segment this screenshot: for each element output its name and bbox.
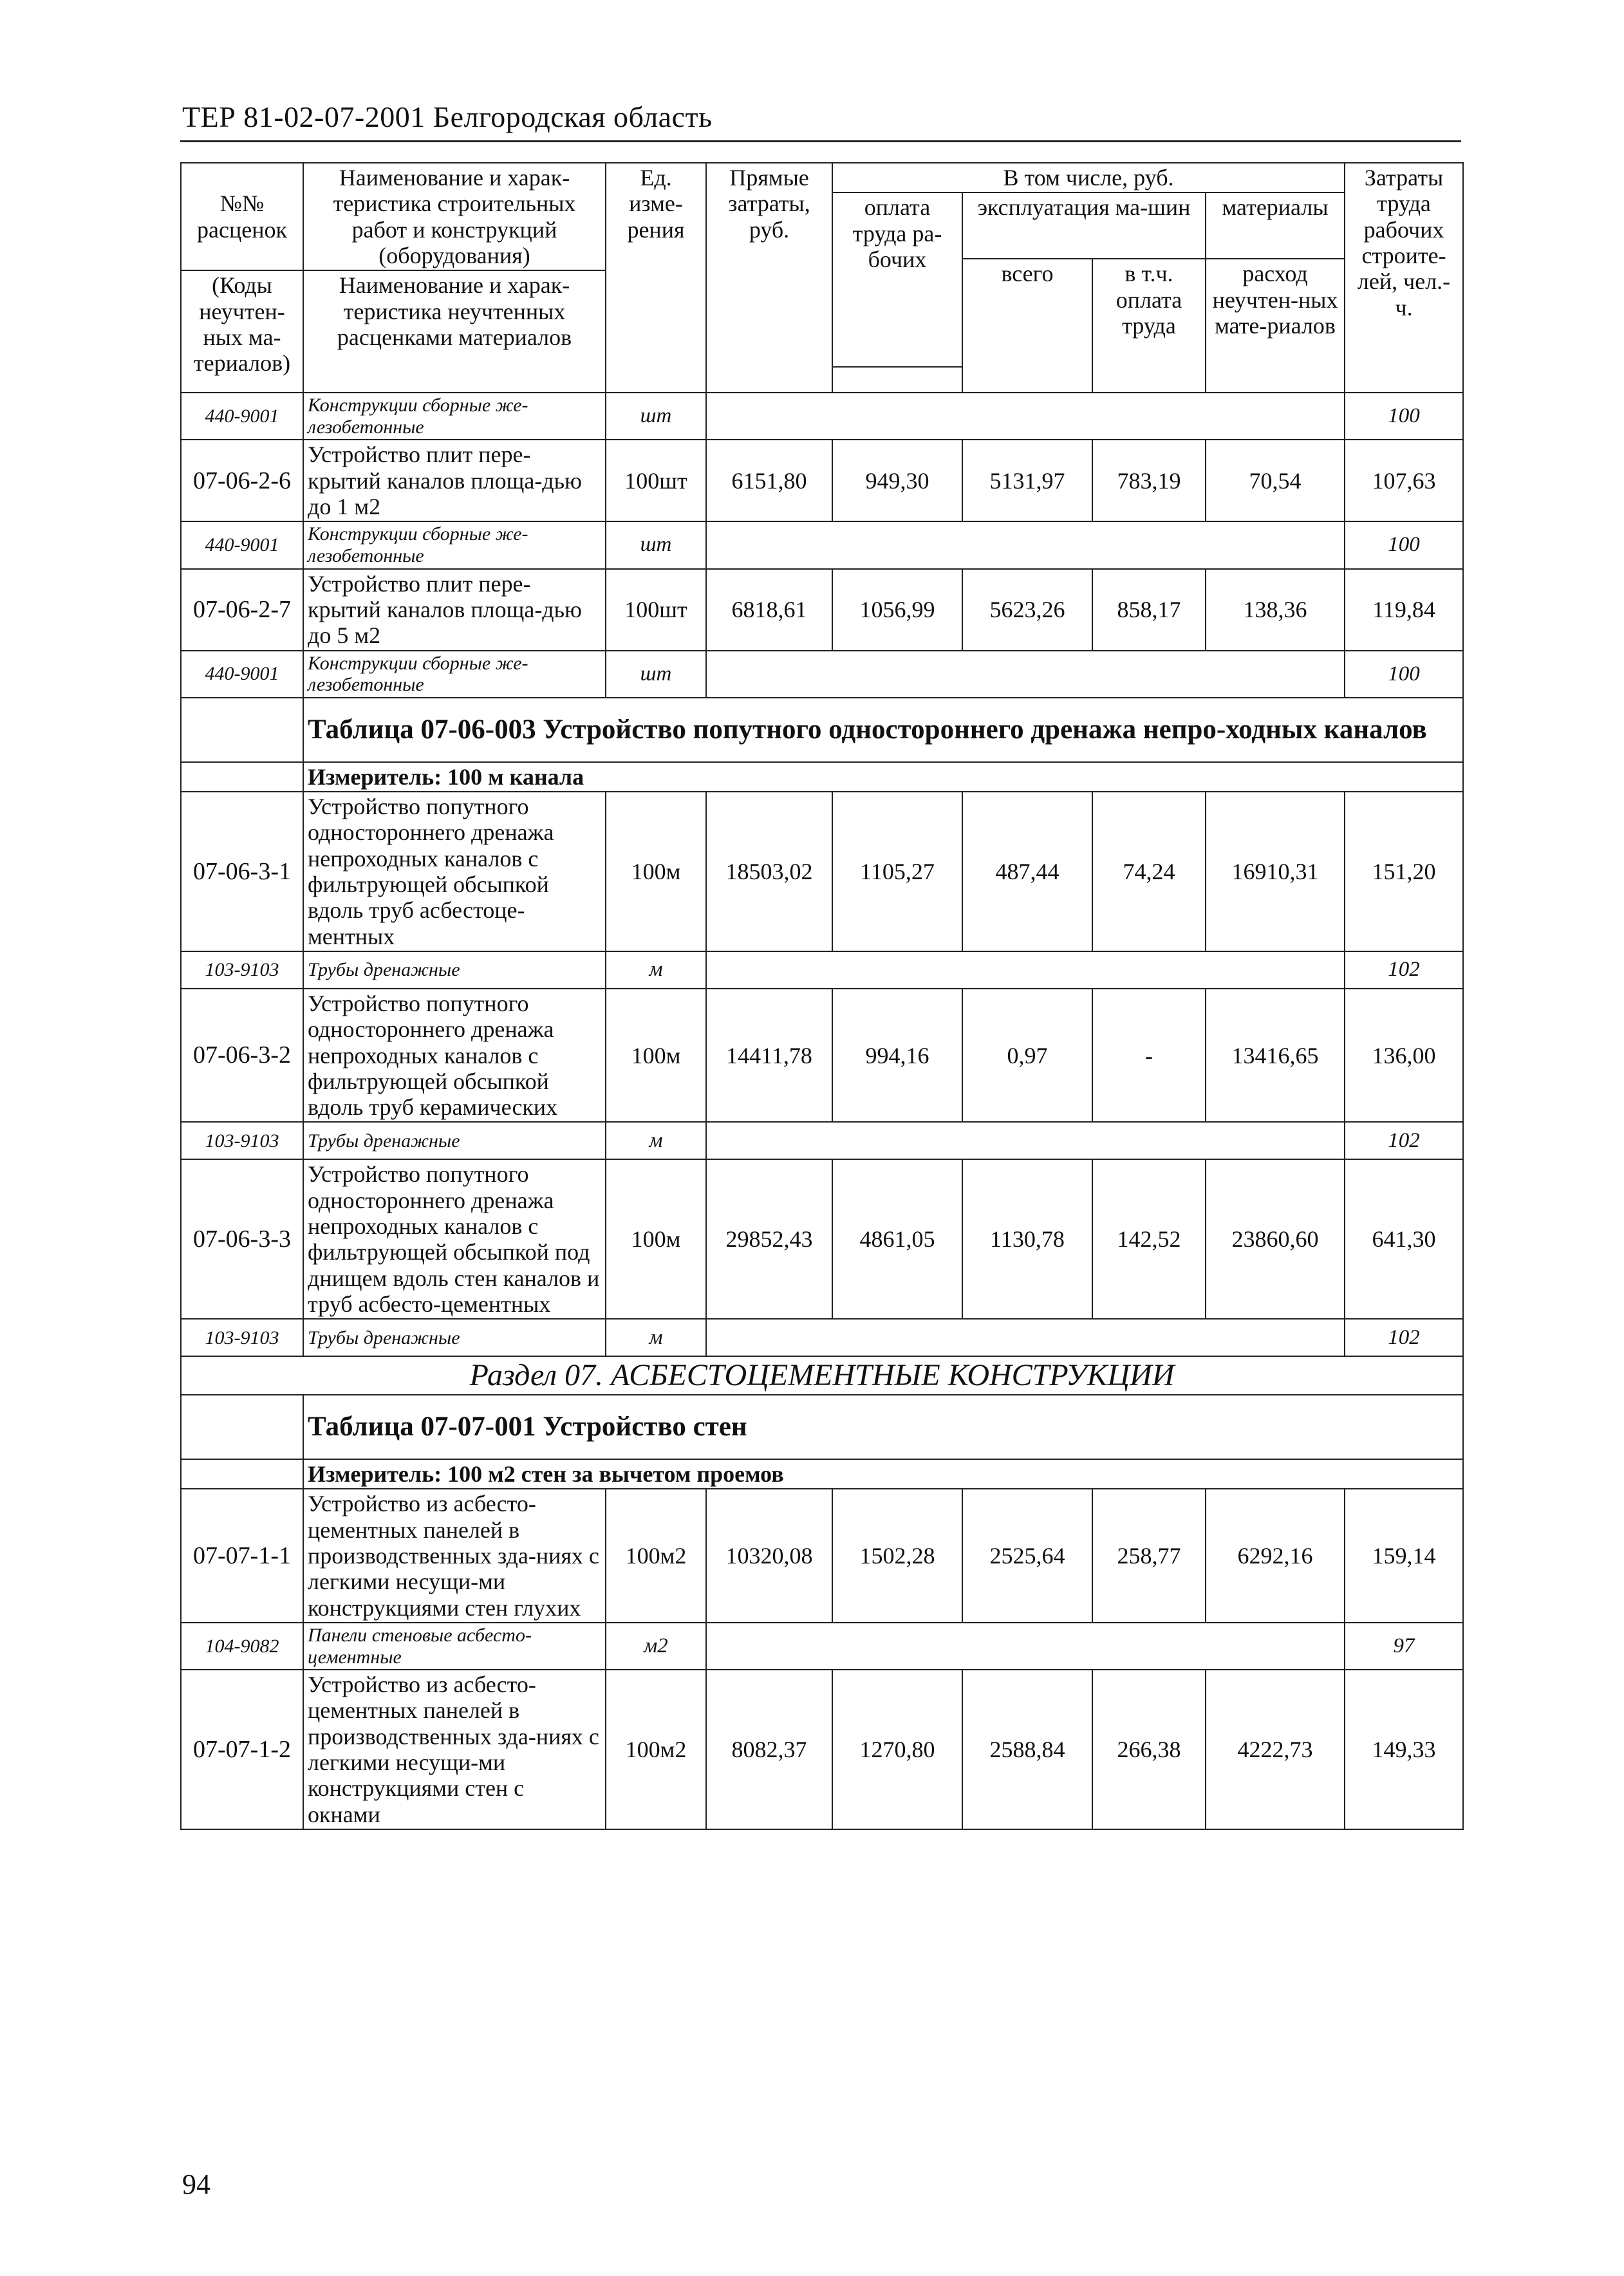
measure-unit: Измеритель: 100 м канала (303, 762, 1463, 792)
material-qty: 100 (1345, 393, 1463, 440)
empty-cell (181, 1459, 303, 1489)
material-code: 104-9082 (181, 1623, 303, 1670)
empty-cell (181, 1395, 303, 1459)
unit: 100м2 (606, 1670, 706, 1829)
col-incl-header: В том числе, руб. (832, 163, 1345, 192)
empty-cell (706, 651, 1345, 698)
labor-hours: 119,84 (1345, 569, 1463, 651)
direct-cost: 10320,08 (706, 1489, 832, 1623)
materials: 138,36 (1206, 569, 1345, 651)
labor-pay: 1502,28 (832, 1489, 962, 1623)
direct-cost: 8082,37 (706, 1670, 832, 1829)
work-row (181, 792, 1463, 951)
work-name: Устройство попутного одностороннего дренажа непроходных каналов с фильтрующей обсыпкой вдоль труб керамических (303, 989, 606, 1123)
rate-code: 07-07-1-1 (181, 1489, 303, 1623)
unit: 100м (606, 1159, 706, 1319)
col-materials-header: материалы (1206, 192, 1345, 259)
labor-hours: 151,20 (1345, 792, 1463, 951)
unit: 100м2 (606, 1489, 706, 1623)
labor-hours: 107,63 (1345, 440, 1463, 521)
material-unit: шт (606, 521, 706, 568)
material-qty: 100 (1345, 651, 1463, 698)
work-name: Устройство плит пере-крытий каналов площа-дью до 5 м2 (303, 569, 606, 651)
col-direct-header: Прямые затраты, руб. (706, 163, 832, 393)
material-name: Трубы дренажные (303, 1122, 606, 1159)
material-qty: 102 (1345, 1122, 1463, 1159)
empty-cell (181, 698, 303, 762)
col-code-header: №№ расценок (181, 163, 303, 270)
labor-pay: 1105,27 (832, 792, 962, 951)
work-row (181, 440, 1463, 521)
material-unit: м (606, 1319, 706, 1356)
material-qty: 102 (1345, 1319, 1463, 1356)
col-machines-header: эксплуатация ма-шин (962, 192, 1206, 259)
machines-labor: 74,24 (1092, 792, 1206, 951)
materials: 6292,16 (1206, 1489, 1345, 1623)
col-hours-header: Затраты труда рабочих строите-лей, чел.-ч. (1345, 163, 1463, 393)
material-name: Конструкции сборные же-лезобетонные (303, 521, 606, 568)
labor-hours: 159,14 (1345, 1489, 1463, 1623)
table-title: Таблица 07-07-001 Устройство стен (303, 1395, 1463, 1459)
machines-labor: - (1092, 989, 1206, 1123)
machines-total: 1130,78 (962, 1159, 1092, 1319)
col-name-header: Наименование и харак-теристика строительных работ и конструкций (оборудования) (303, 163, 606, 270)
measure-unit: Измеритель: 100 м2 стен за вычетом проемов (303, 1459, 1463, 1489)
title-row (181, 698, 1463, 762)
empty-cell (706, 1319, 1345, 1356)
empty-cell (706, 951, 1345, 989)
material-unit: шт (606, 651, 706, 698)
empty-cell (706, 1623, 1345, 1670)
unit: 100шт (606, 569, 706, 651)
work-name: Устройство из асбесто-цементных панелей в производственных зда-ниях с легкими несущи-ми конструкциями стен глухих (303, 1489, 606, 1623)
material-unit: м (606, 951, 706, 989)
work-name: Устройство из асбесто-цементных панелей в производственных зда-ниях с легкими несущи-ми конструкциями стен с окнами (303, 1670, 606, 1829)
material-name: Трубы дренажные (303, 1319, 606, 1356)
direct-cost: 6151,80 (706, 440, 832, 521)
header-rule (180, 140, 1461, 142)
section-title: Раздел 07. АСБЕСТОЦЕМЕНТНЫЕ КОНСТРУКЦИИ (181, 1356, 1463, 1395)
materials: 23860,60 (1206, 1159, 1345, 1319)
rate-code: 07-06-3-2 (181, 989, 303, 1123)
col-labor-header: оплата труда ра-бочих (832, 192, 962, 367)
material-code: 103-9103 (181, 951, 303, 989)
col-unit-header: Ед. изме-рения (606, 163, 706, 393)
rate-code: 07-07-1-2 (181, 1670, 303, 1829)
materials: 4222,73 (1206, 1670, 1345, 1829)
material-row (181, 1623, 1463, 1670)
rates-table (180, 162, 1464, 1830)
empty-cell (181, 762, 303, 792)
material-row (181, 951, 1463, 989)
rate-code: 07-06-2-7 (181, 569, 303, 651)
machines-total: 487,44 (962, 792, 1092, 951)
machines-total: 0,97 (962, 989, 1092, 1123)
machines-labor: 858,17 (1092, 569, 1206, 651)
material-name: Конструкции сборные же-лезобетонные (303, 393, 606, 440)
labor-pay: 1270,80 (832, 1670, 962, 1829)
material-code: 103-9103 (181, 1319, 303, 1356)
work-row (181, 1670, 1463, 1829)
material-code: 440-9001 (181, 651, 303, 698)
material-unit: м2 (606, 1623, 706, 1670)
material-qty: 97 (1345, 1623, 1463, 1670)
material-qty: 100 (1345, 521, 1463, 568)
material-code: 103-9103 (181, 1122, 303, 1159)
labor-hours: 136,00 (1345, 989, 1463, 1123)
direct-cost: 18503,02 (706, 792, 832, 951)
work-row (181, 1159, 1463, 1319)
labor-hours: 641,30 (1345, 1159, 1463, 1319)
machines-labor: 783,19 (1092, 440, 1206, 521)
direct-cost: 14411,78 (706, 989, 832, 1123)
empty-cell (706, 393, 1345, 440)
col-mat-unacc-header: расход неучтен-ных мате-риалов (1206, 259, 1345, 393)
work-name: Устройство попутного одностороннего дренажа непроходных каналов с фильтрующей обсыпкой вдоль труб асбестоце-ментных (303, 792, 606, 951)
work-name: Устройство плит пере-крытий каналов площа-дью до 1 м2 (303, 440, 606, 521)
unit: 100м (606, 989, 706, 1123)
col-mach-labor-header: в т.ч. оплата труда (1092, 259, 1206, 393)
direct-cost: 29852,43 (706, 1159, 832, 1319)
material-row (181, 393, 1463, 440)
work-row (181, 569, 1463, 651)
machines-labor: 258,77 (1092, 1489, 1206, 1623)
material-name: Трубы дренажные (303, 951, 606, 989)
labor-pay: 4861,05 (832, 1159, 962, 1319)
title-row (181, 1395, 1463, 1459)
measure-row (181, 1459, 1463, 1489)
material-name: Конструкции сборные же-лезобетонные (303, 651, 606, 698)
rate-code: 07-06-2-6 (181, 440, 303, 521)
material-unit: шт (606, 393, 706, 440)
measure-row (181, 762, 1463, 792)
empty-cell (706, 521, 1345, 568)
machines-total: 2588,84 (962, 1670, 1092, 1829)
page-number: 94 (182, 2169, 210, 2200)
material-row (181, 521, 1463, 568)
material-code: 440-9001 (181, 521, 303, 568)
machines-labor: 142,52 (1092, 1159, 1206, 1319)
work-row (181, 989, 1463, 1123)
unit: 100шт (606, 440, 706, 521)
labor-pay: 994,16 (832, 989, 962, 1123)
material-row (181, 1122, 1463, 1159)
material-unit: м (606, 1122, 706, 1159)
machines-total: 5131,97 (962, 440, 1092, 521)
labor-pay: 1056,99 (832, 569, 962, 651)
material-row (181, 1319, 1463, 1356)
material-name: Панели стеновые асбесто-цементные (303, 1623, 606, 1670)
unit: 100м (606, 792, 706, 951)
section-row (181, 1356, 1463, 1395)
col-name-sub-header: Наименование и харак-теристика неучтенных расценками материалов (303, 270, 606, 393)
material-code: 440-9001 (181, 393, 303, 440)
machines-total: 5623,26 (962, 569, 1092, 651)
table-title: Таблица 07-06-003 Устройство попутного одностороннего дренажа непро-ходных каналов (303, 698, 1463, 762)
rate-code: 07-06-3-3 (181, 1159, 303, 1319)
materials: 13416,65 (1206, 989, 1345, 1123)
col-code-sub-header: (Коды неучтен-ных ма-териалов) (181, 270, 303, 393)
materials: 16910,31 (1206, 792, 1345, 951)
direct-cost: 6818,61 (706, 569, 832, 651)
machines-labor: 266,38 (1092, 1670, 1206, 1829)
work-name: Устройство попутного одностороннего дренажа непроходных каналов с фильтрующей обсыпкой под днищем вдоль стен каналов и труб асбесто-цементных (303, 1159, 606, 1319)
empty-cell (706, 1122, 1345, 1159)
col-mach-total-header: всего (962, 259, 1092, 393)
machines-total: 2525,64 (962, 1489, 1092, 1623)
labor-hours: 149,33 (1345, 1670, 1463, 1829)
work-row (181, 1489, 1463, 1623)
material-qty: 102 (1345, 951, 1463, 989)
material-row (181, 651, 1463, 698)
page-header: ТЕР 81-02-07-2001 Белгородская область (182, 100, 713, 133)
labor-pay: 949,30 (832, 440, 962, 521)
rate-code: 07-06-3-1 (181, 792, 303, 951)
materials: 70,54 (1206, 440, 1345, 521)
